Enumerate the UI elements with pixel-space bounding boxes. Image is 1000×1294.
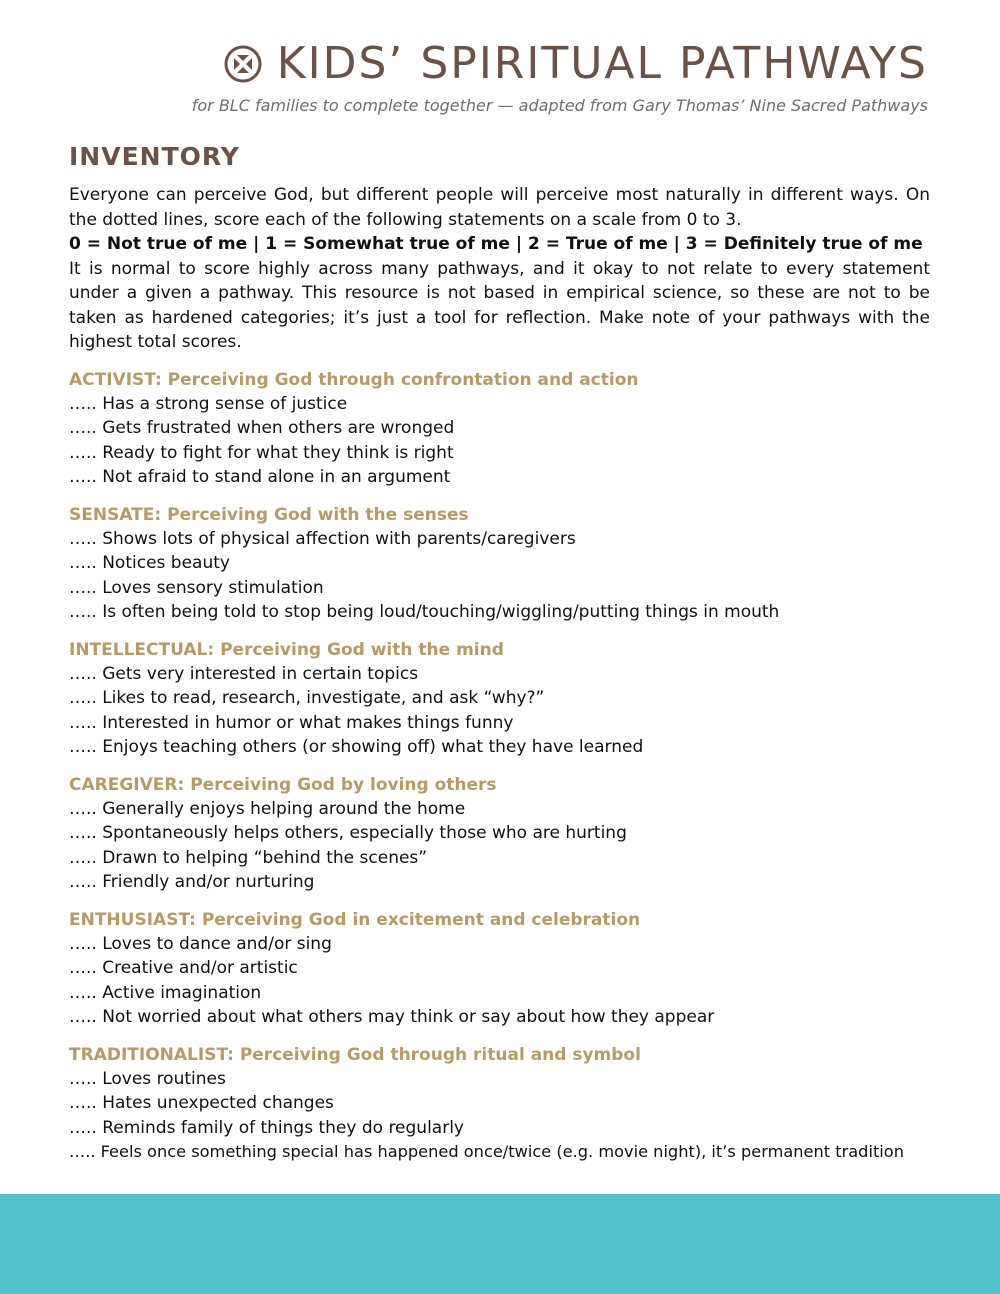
statement-list: [69, 932, 930, 1030]
intro-note: It is normal to score highly across many pathways, and it okay to not relate to every statement under a given a pathway. This resource is not based in empirical science, so these are not to be taken as hardened categories; it’s just a tool for reflection. Make note of your pathways with the highest total scores.: [69, 258, 930, 352]
statement-item: ….. Loves routines: [69, 1068, 226, 1089]
inventory-heading: INVENTORY: [69, 142, 240, 171]
page-header: [223, 38, 928, 89]
statement-item: ….. Gets frustrated when others are wronged: [69, 418, 455, 438]
pathway-section-caregiver: [69, 773, 930, 895]
statement-item: ….. Shows lots of physical affection with parents/caregivers: [69, 528, 576, 549]
statement-item: ….. Is often being told to stop being loud/touching/wiggling/putting things in mouth: [69, 602, 780, 622]
section-title: INTELLECTUAL: Perceiving God with the mind: [69, 639, 504, 660]
pathway-section-sensate: [69, 503, 930, 625]
pathway-section-enthusiast: [69, 908, 930, 1030]
statement-item: ….. Ready to fight for what they think is right: [69, 442, 454, 463]
page-title: KIDS’ SPIRITUAL PATHWAYS: [276, 38, 928, 89]
statement-item: ….. Enjoys teaching others (or showing off) what they have learned: [69, 737, 644, 757]
statement-item: ….. Creative and/or artistic: [69, 958, 298, 978]
statement-item: ….. Gets very interested in certain topics: [69, 663, 419, 684]
statement-item: ….. Spontaneously helps others, especially those who are hurting: [69, 823, 627, 843]
statement-item: ….. Generally enjoys helping around the home: [69, 798, 466, 819]
statement-item: ….. Not afraid to stand alone in an argument: [69, 467, 451, 487]
pathway-section-activist: [69, 368, 930, 490]
statement-item: ….. Not worried about what others may think or say about how they appear: [69, 1007, 715, 1027]
pathway-section-intellectual: [69, 638, 930, 760]
page-subtitle: for BLC families to complete together — adapted from Gary Thomas’ Nine Sacred Pathways: [191, 96, 928, 115]
statement-item: ….. Loves to dance and/or sing: [69, 933, 332, 954]
statement-item: ….. Loves sensory stimulation: [69, 577, 324, 598]
statement-list: [69, 797, 930, 895]
statement-item: ….. Hates unexpected changes: [69, 1093, 334, 1113]
statement-item: ….. Notices beauty: [69, 553, 230, 573]
statement-item: ….. Reminds family of things they do regularly: [69, 1117, 464, 1138]
statement-item: ….. Likes to read, research, investigate, and ask “why?”: [69, 688, 545, 708]
section-title: ACTIVIST: Perceiving God through confrontation and action: [69, 369, 639, 390]
statement-item: ….. Interested in humor or what makes things funny: [69, 712, 514, 733]
pathway-section-traditionalist: [69, 1043, 930, 1165]
score-scale: 0 = Not true of me | 1 = Somewhat true of me | 2 = True of me | 3 = Definitely true of me: [69, 234, 923, 254]
cross-in-circle-icon: [223, 44, 263, 84]
statement-list: [69, 1067, 930, 1165]
statement-item: ….. Feels once something special has happened once/twice (e.g. movie night), it’s permanent tradition: [69, 1142, 904, 1161]
footer-band: [0, 1194, 1000, 1294]
section-title: ENTHUSIAST: Perceiving God in excitement and celebration: [69, 909, 641, 930]
section-title: TRADITIONALIST: Perceiving God through ritual and symbol: [69, 1044, 641, 1065]
section-title: CAREGIVER: Perceiving God by loving others: [69, 774, 497, 795]
section-title: SENSATE: Perceiving God with the senses: [69, 504, 469, 525]
intro-block: [69, 183, 930, 355]
statement-list: [69, 392, 930, 490]
statement-item: ….. Active imagination: [69, 982, 262, 1003]
statement-list: [69, 527, 930, 625]
main-content: [69, 142, 930, 1165]
intro-paragraph: Everyone can perceive God, but different people will perceive most naturally in different ways. On the dotted lines, score each of the following statements on a scale from 0 to 3.: [69, 185, 930, 230]
statement-item: ….. Friendly and/or nurturing: [69, 872, 315, 892]
statement-list: [69, 662, 930, 760]
statement-item: ….. Has a strong sense of justice: [69, 393, 348, 414]
statement-item: ….. Drawn to helping “behind the scenes”: [69, 847, 428, 868]
